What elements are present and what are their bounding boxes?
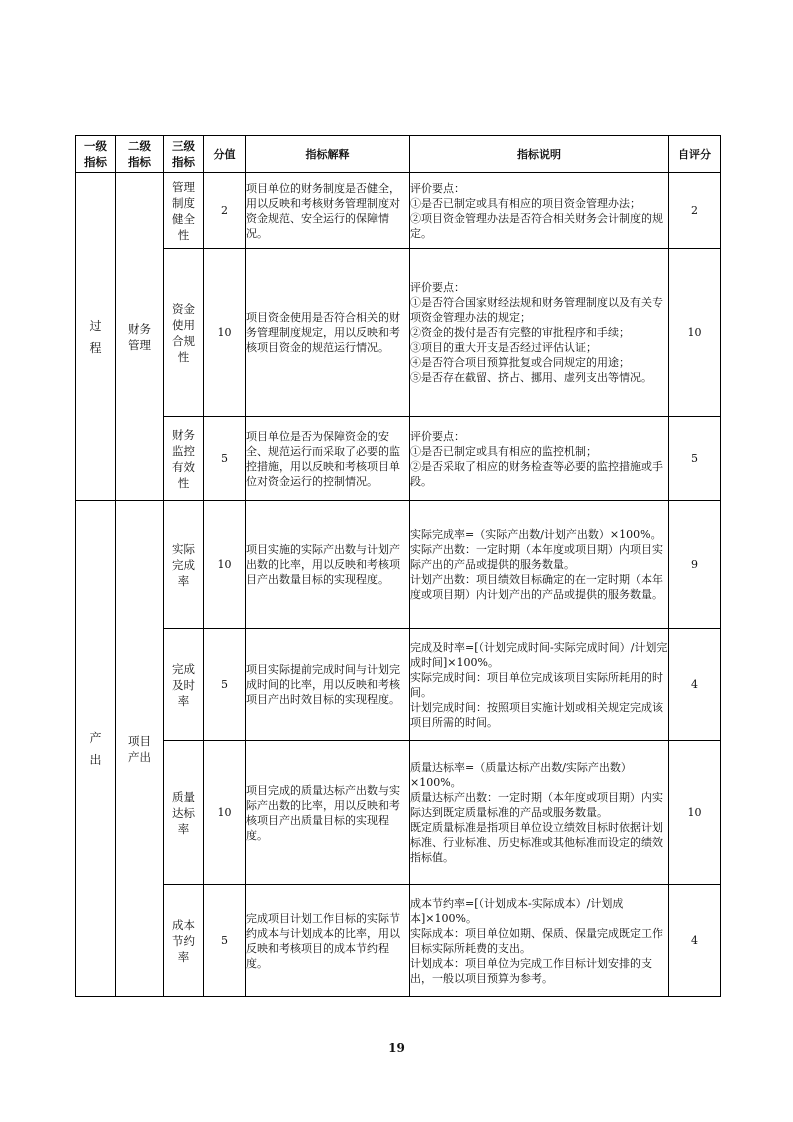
explanation-cell: 项目实施的实际产出数与计划产出数的比率，用以反映和考核项目产出数量目标的实现程度。: [246, 501, 410, 629]
level3-cell: 质量达标率: [164, 741, 204, 885]
level3-cell: 管理制度健全性: [164, 173, 204, 249]
header-level1: 一级指标: [76, 136, 116, 173]
self-score-cell: 9: [669, 501, 721, 629]
score-cell: 5: [204, 885, 246, 997]
self-score-cell: 10: [669, 741, 721, 885]
self-score-cell: 2: [669, 173, 721, 249]
level3-cell: 财务监控有效性: [164, 417, 204, 501]
page-number: 19: [388, 1041, 405, 1055]
explanation-cell: 项目资金使用是否符合相关的财务管理制度规定，用以反映和考核项目资金的规范运行情况。: [246, 249, 410, 417]
self-score-cell: 4: [669, 629, 721, 741]
explanation-cell: 项目单位的财务制度是否健全，用以反映和考核财务管理制度对资金规范、安全运行的保障情况。: [246, 173, 410, 249]
notes-cell: 评价要点： ①是否符合国家财经法规和财务管理制度以及有关专项资金管理办法的规定； ②资金的拨付是否有完整的审批程序和手续； ③项目的重大开支是否经过评估认证； ④是否符合项目预算批复或合同规定的用途； ⑤是否存在截留、挤占、挪用、虚列支出等情况。: [410, 249, 669, 417]
level3-cell: 资金使用合规性: [164, 249, 204, 417]
notes-cell: 完成及时率=[（计划完成时间-实际完成时间）/计划完成时间]×100%。 实际完成时间：项目单位完成该项目实际所耗用的时间。 计划完成时间：按照项目实施计划或相关规定完成该项目所需的时间。: [410, 629, 669, 741]
table-row: [76, 173, 721, 249]
table-row: [76, 249, 721, 417]
header-level3: 三级指标: [164, 136, 204, 173]
header-explanation: 指标解释: [246, 136, 410, 173]
score-cell: 10: [204, 741, 246, 885]
table-row: [76, 629, 721, 741]
level2-cell: 项目产出: [116, 501, 164, 997]
self-score-cell: 5: [669, 417, 721, 501]
self-score-cell: 10: [669, 249, 721, 417]
notes-cell: 成本节约率=[（计划成本-实际成本）/计划成本]×100%。 实际成本：项目单位如期、保质、保量完成既定工作目标实际所耗费的支出。 计划成本：项目单位为完成工作目标计划安排的支出，一般以项目预算为参考。: [410, 885, 669, 997]
notes-cell: 质量达标率=（质量达标产出数/实际产出数）×100%。 质量达标产出数：一定时期（本年度或项目期）内实际达到既定质量标准的产品或服务数量。 既定质量标准是指项目单位设立绩效目标时依据计划标准、行业标准、历史标准或其他标准而设定的绩效指标值。: [410, 741, 669, 885]
table-header-row: [76, 136, 721, 173]
table-row: [76, 741, 721, 885]
header-notes: 指标说明: [410, 136, 669, 173]
header-level2: 二级指标: [116, 136, 164, 173]
explanation-cell: 项目单位是否为保障资金的安全、规范运行而采取了必要的监控措施，用以反映和考核项目单位对资金运行的控制情况。: [246, 417, 410, 501]
score-cell: 10: [204, 501, 246, 629]
performance-evaluation-table: [75, 135, 721, 997]
level3-cell: 完成及时率: [164, 629, 204, 741]
level2-cell: 财务管理: [116, 173, 164, 501]
level1-cell: 过程: [76, 173, 116, 501]
explanation-cell: 项目完成的质量达标产出数与实际产出数的比率，用以反映和考核项目产出质量目标的实现程度。: [246, 741, 410, 885]
header-self-score: 自评分: [669, 136, 721, 173]
notes-cell: 评价要点： ①是否已制定或具有相应的项目资金管理办法； ②项目资金管理办法是否符合相关财务会计制度的规定。: [410, 173, 669, 249]
self-score-cell: 4: [669, 885, 721, 997]
level1-cell: 产出: [76, 501, 116, 997]
header-score: 分值: [204, 136, 246, 173]
table-row: [76, 501, 721, 629]
table-row: [76, 417, 721, 501]
score-cell: 10: [204, 249, 246, 417]
explanation-cell: 项目实际提前完成时间与计划完成时间的比率，用以反映和考核项目产出时效目标的实现程度。: [246, 629, 410, 741]
score-cell: 5: [204, 417, 246, 501]
notes-cell: 评价要点： ①是否已制定或具有相应的监控机制； ②是否采取了相应的财务检查等必要的监控措施或手段。: [410, 417, 669, 501]
notes-cell: 实际完成率=（实际产出数/计划产出数）×100%。 实际产出数：一定时期（本年度或项目期）内项目实际产出的产品或提供的服务数量。 计划产出数：项目绩效目标确定的在一定时期（本年度或项目期）内计划产出的产品或提供的服务数量。: [410, 501, 669, 629]
table-row: [76, 885, 721, 997]
explanation-cell: 完成项目计划工作目标的实际节约成本与计划成本的比率，用以反映和考核项目的成本节约程度。: [246, 885, 410, 997]
level3-cell: 实际完成率: [164, 501, 204, 629]
level3-cell: 成本节约率: [164, 885, 204, 997]
score-cell: 2: [204, 173, 246, 249]
score-cell: 5: [204, 629, 246, 741]
